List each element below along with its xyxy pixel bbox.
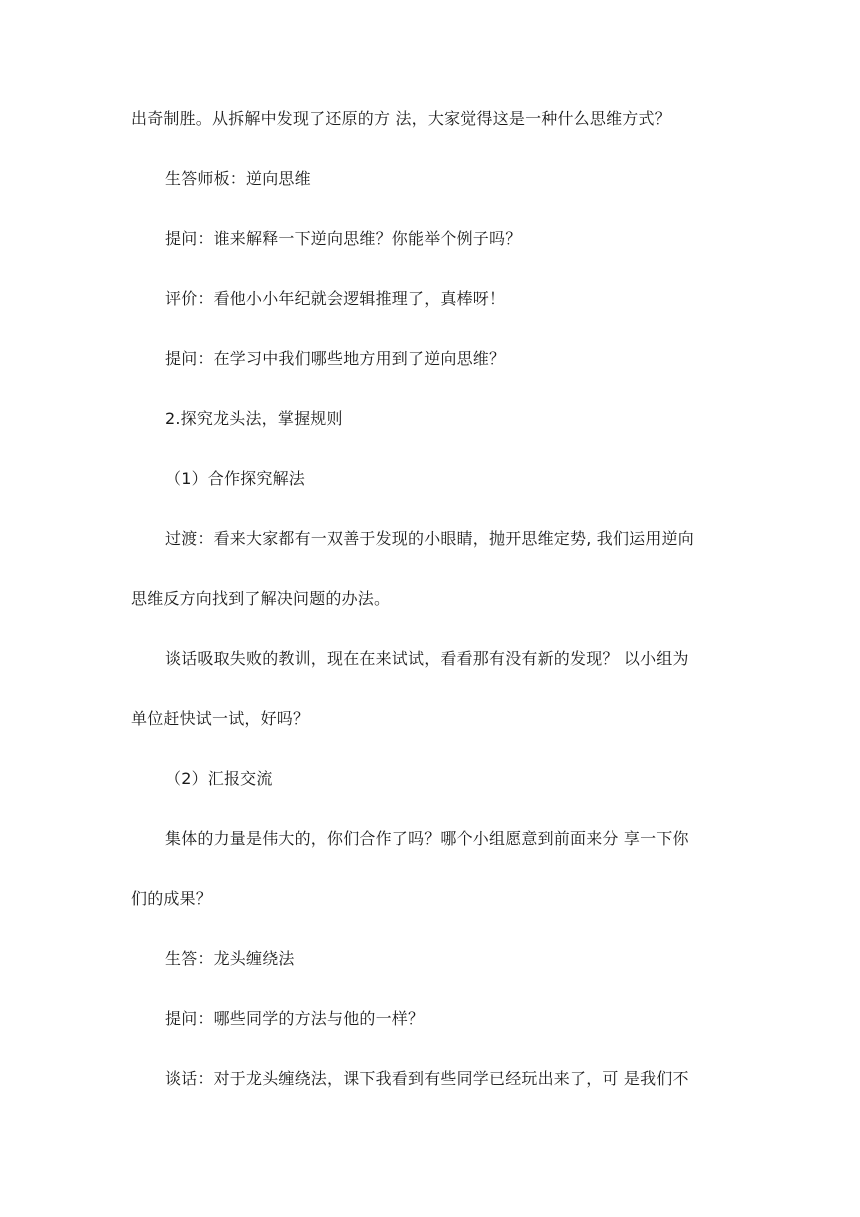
paragraph-line: 谈话：对于龙头缠绕法，课下我看到有些同学已经玩出来了，可 是我们不 [165,1069,689,1088]
subsection-heading: （1）合作探究解法 [165,469,305,488]
paragraph-line: 集体的力量是伟大的，你们合作了吗？哪个小组愿意到前面来分 享一下你 [165,829,689,848]
paragraph-line: 谈话吸取失败的教训，现在在来试试，看看那有没有新的发现？ 以小组为 [165,649,689,668]
paragraph-line: 出奇制胜。从拆解中发现了还原的方 法，大家觉得这是一种什么思维方式？ [131,109,671,128]
paragraph-line: 提问：哪些同学的方法与他的一样？ [165,1009,425,1028]
paragraph-line: 生答：龙头缠绕法 [165,949,295,968]
paragraph-line: 提问：在学习中我们哪些地方用到了逆向思维？ [165,349,506,368]
paragraph-line: 单位赶快试一试，好吗？ [131,709,310,728]
paragraph-line: 评价：看他小小年纪就会逻辑推理了，真棒呀！ [165,289,506,308]
paragraph-line: 提问：谁来解释一下逆向思维？你能举个例子吗？ [165,229,522,248]
section-heading: 2.探究龙头法，掌握规则 [165,409,343,428]
paragraph-line: 们的成果？ [131,889,213,908]
paragraph-line: 思维反方向找到了解决问题的办法。 [131,589,391,608]
subsection-heading: （2）汇报交流 [165,769,273,788]
paragraph-line: 过渡：看来大家都有一双善于发现的小眼睛，抛开思维定势, 我们运用逆向 [165,529,694,548]
paragraph-line: 生答师板：逆向思维 [165,169,311,188]
